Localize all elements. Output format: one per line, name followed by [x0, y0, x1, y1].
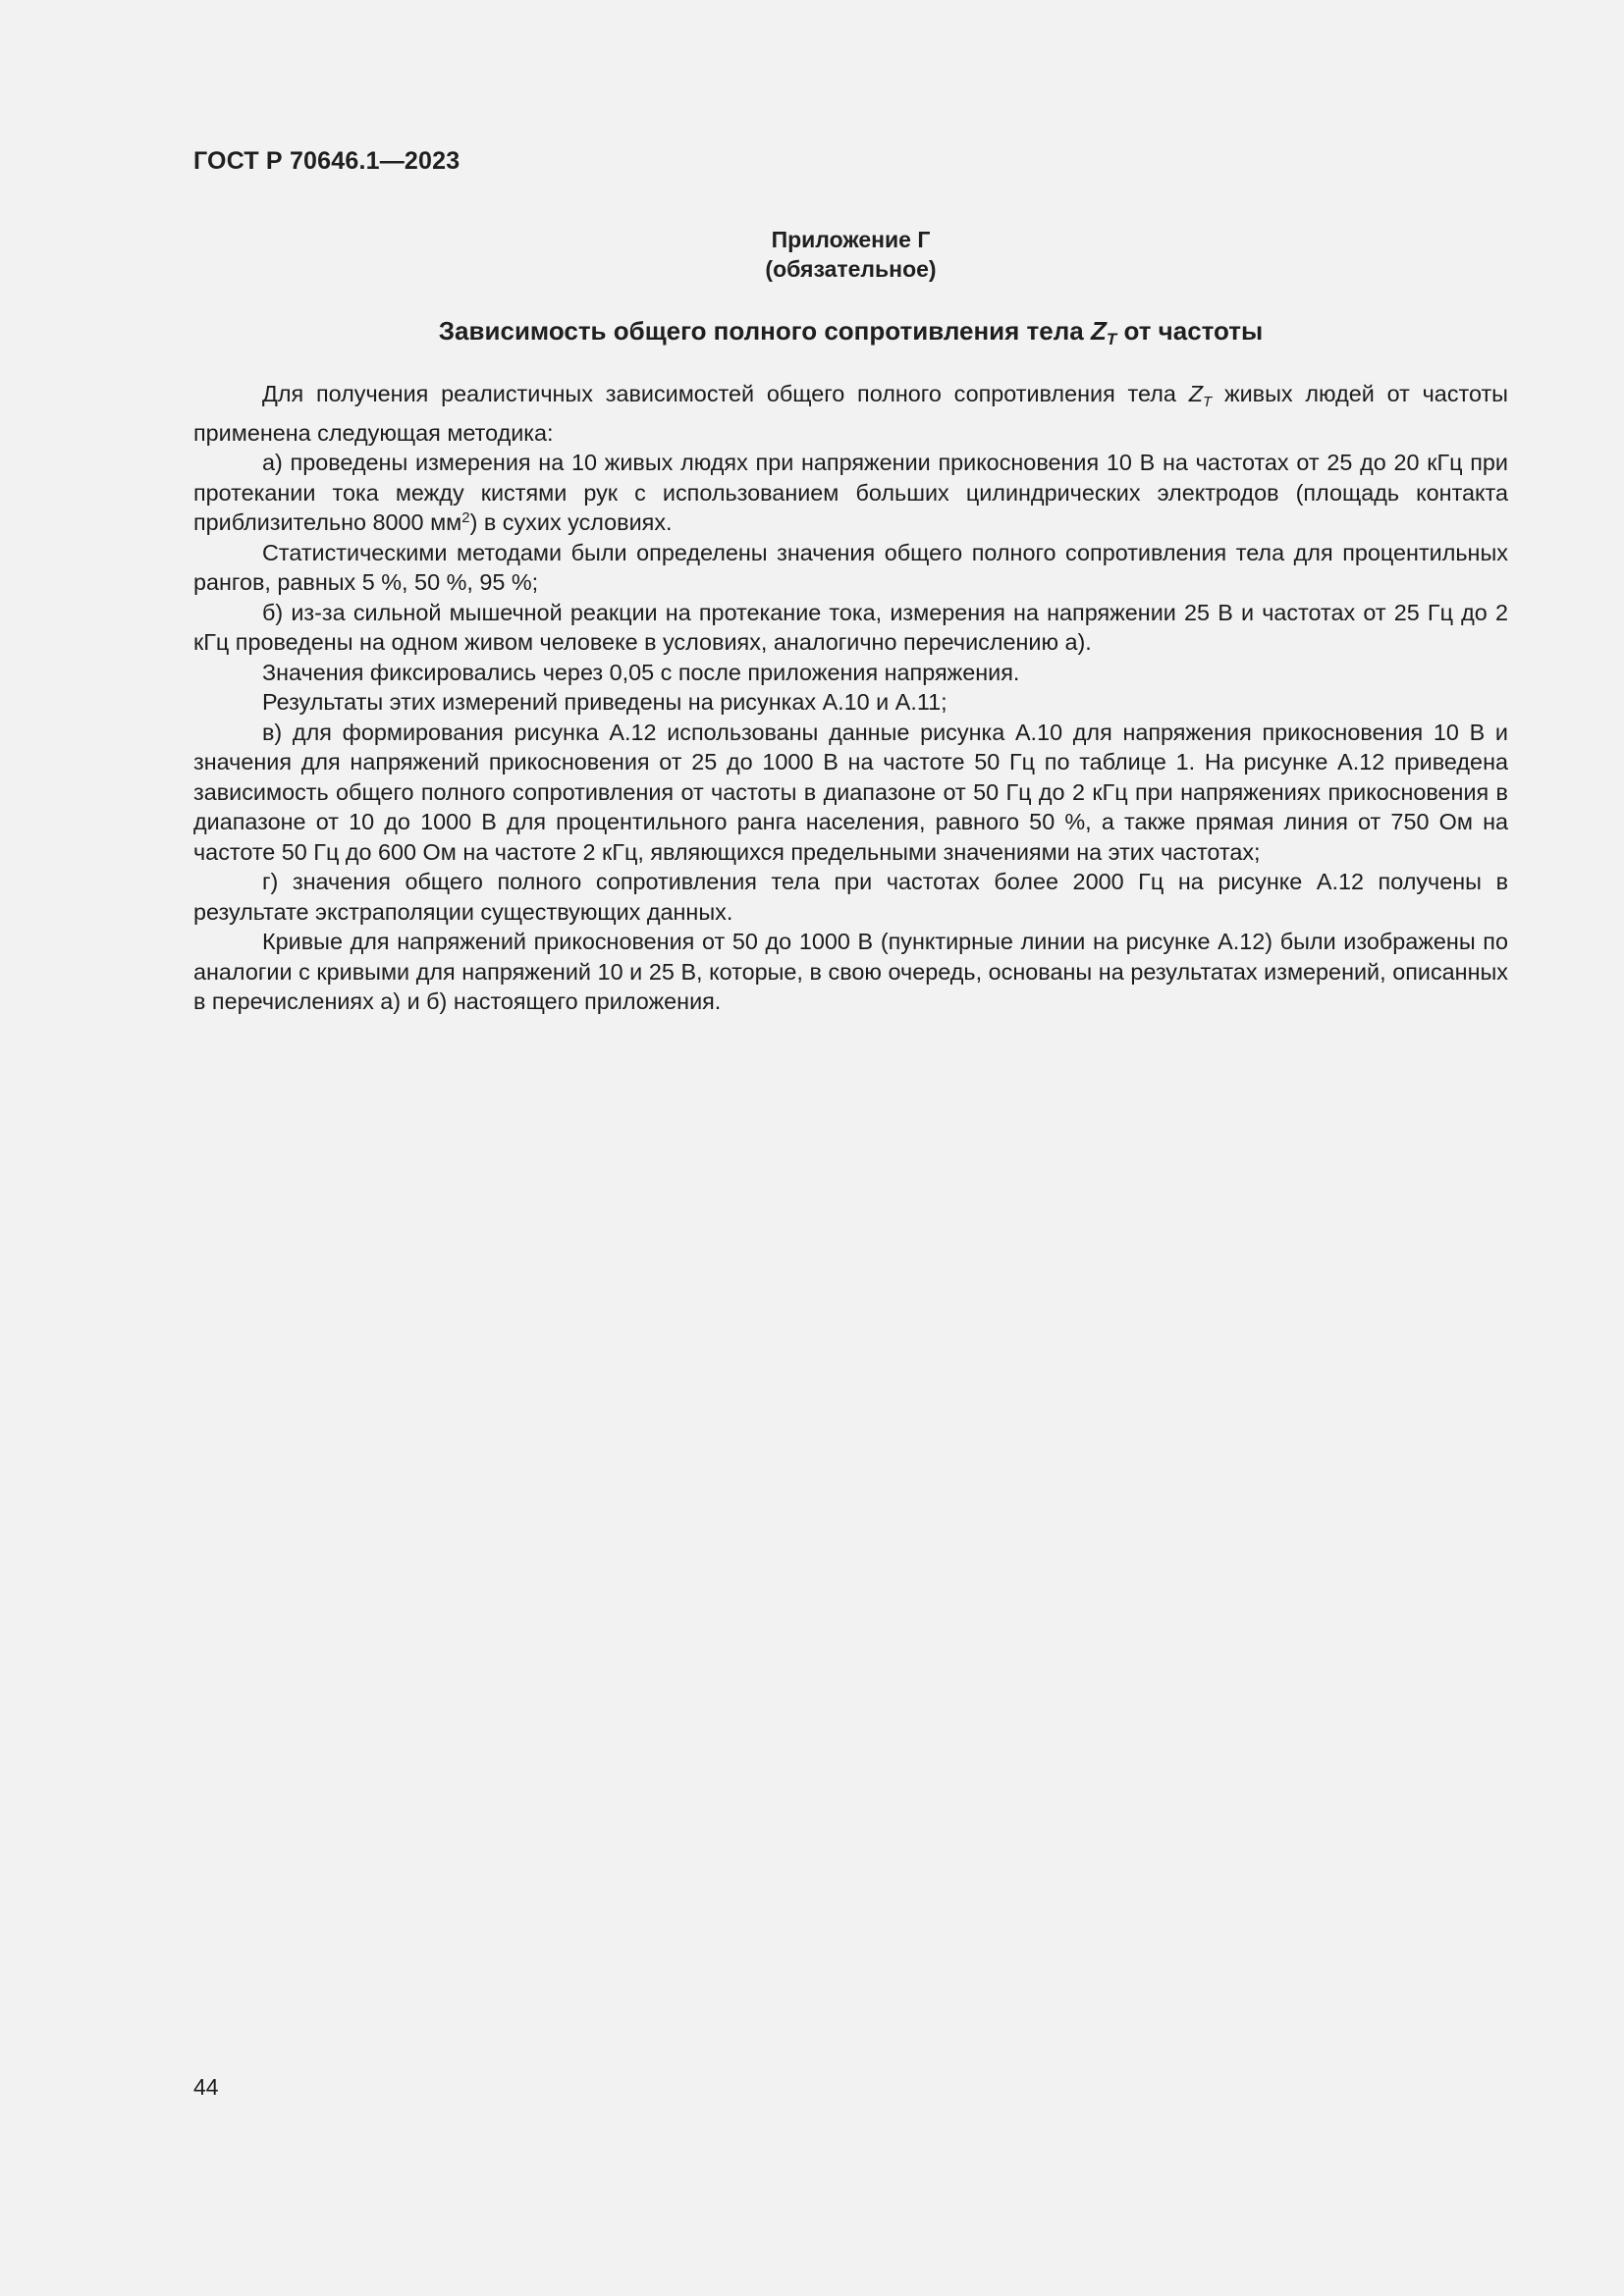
- paragraph-intro-text: Для получения реалистичных зависимостей общего полного сопротивления тела: [262, 381, 1189, 406]
- title-text-after: от частоты: [1116, 316, 1264, 346]
- paragraph-item-b: б) из-за сильной мышечной реакции на протекание тока, измерения на напряжении 25 В и частотах от 25 Гц до 2 кГц проведены на одном живом человеке в условиях, аналогично перечислению а).: [193, 599, 1508, 655]
- impedance-subscript: T: [1202, 394, 1213, 410]
- page-number: 44: [193, 2074, 219, 2100]
- appendix-heading: [193, 225, 1508, 284]
- paragraph-item-g: г) значения общего полного сопротивления тела при частотах более 2000 Гц на рисунке А.12 получены в результате экстраполяции существующих данных.: [193, 869, 1508, 925]
- section-title: [193, 316, 1508, 349]
- paragraph-intro: [193, 379, 1508, 448]
- title-text-before: Зависимость общего полного сопротивления тела: [438, 316, 1091, 346]
- paragraph-results: Результаты этих измерений приведены на рисунках А.10 и А.11;: [262, 689, 947, 715]
- paragraph-item-v: в) для формирования рисунка А.12 использованы данные рисунка А.10 для напряжения прикосновения 10 В и значения для напряжений прикосновения от 25 до 1000 В на частоте 50 Гц по таблице 1. На рисунке А.12 приведена зависимость общего полного сопротивления от частоты в диапазоне от 50 Гц до 2 кГц при напряжениях прикосновения в диапазоне от 10 до 1000 В для процентильного ранга населения, равного 50 %, а также прямая линия от 750 Ом на частоте 50 Гц до 600 Ом на частоте 2 кГц, являющихся предельными значениями на этих частотах;: [193, 719, 1508, 865]
- appendix-status: (обязательное): [765, 256, 937, 282]
- item-a-superscript: 2: [461, 509, 470, 526]
- item-a-text-end: ) в сухих условиях.: [469, 509, 673, 535]
- item-a-text: а) проведены измерения на 10 живых людях при напряжении прикосновения 10 В на частотах от 25 до 20 кГц при протекании тока между кистями рук с использованием больших цилиндрических электродов (площадь контакта приблизительно 8000 мм: [193, 450, 1508, 535]
- paragraph-item-a: [193, 448, 1508, 538]
- body-text: [193, 379, 1508, 1017]
- paragraph-fixation: Значения фиксировались через 0,05 с после приложения напряжения.: [262, 659, 1020, 685]
- document-header: ГОСТ Р 70646.1—2023: [193, 147, 460, 175]
- paragraph-statistics: Статистическими методами были определены значения общего полного сопротивления тела для процентильных рангов, равных 5 %, 50 %, 95 %;: [193, 539, 1508, 595]
- title-symbol: Z: [1090, 316, 1107, 346]
- paragraph-curves: Кривые для напряжений прикосновения от 50 до 1000 В (пунктирные линии на рисунке А.12) были изображены по аналогии с кривыми для напряжений 10 и 25 В, которые, в свою очередь, основаны на результатах измерений, описанных в перечислениях а) и б) настоящего приложения.: [193, 929, 1508, 1014]
- title-subscript: T: [1106, 330, 1117, 348]
- appendix-name: Приложение Г: [771, 227, 931, 252]
- impedance-symbol: Z: [1188, 381, 1203, 406]
- paragraph-intro-text-end: живых людей от частоты применена следующая методика:: [193, 381, 1508, 446]
